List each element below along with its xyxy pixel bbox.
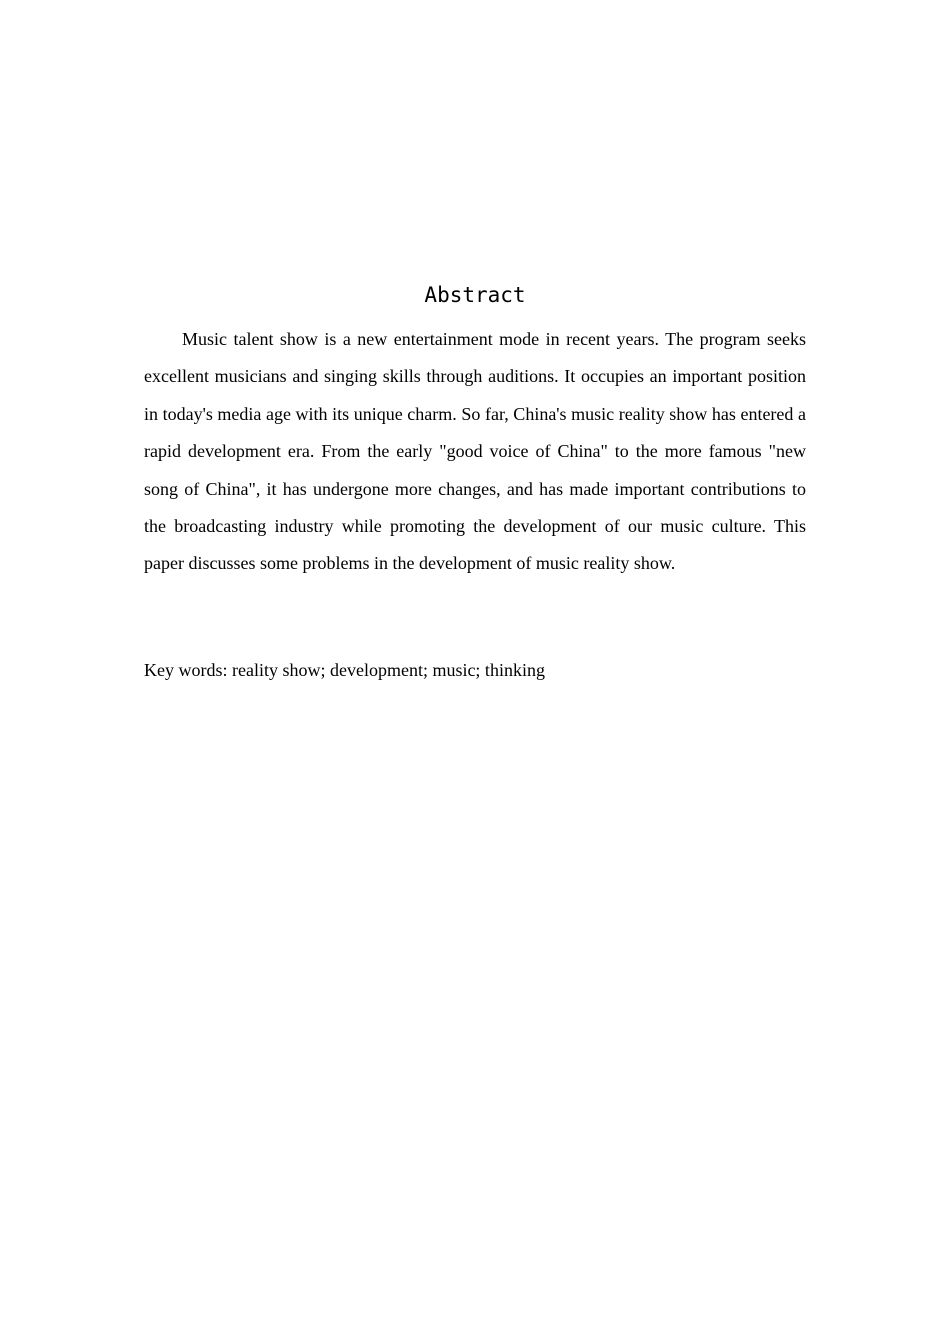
abstract-heading: Abstract bbox=[424, 283, 526, 307]
keywords-line: Key words: reality show; development; music; thinking bbox=[144, 660, 545, 680]
abstract-paragraph: Music talent show is a new entertainment mode in recent years. The program seeks excellent musicians and singing skills through auditions. It occupies an important position in today's media age with its unique charm. So far, China's music reality show has entered a rapid development era. From the early "good voice of China" to the more famous "new song of China", it has undergone more changes, and has made important contributions to the broadcasting industry while promoting the development of our music culture. This paper discusses some problems in the development of music reality show. bbox=[144, 329, 806, 574]
